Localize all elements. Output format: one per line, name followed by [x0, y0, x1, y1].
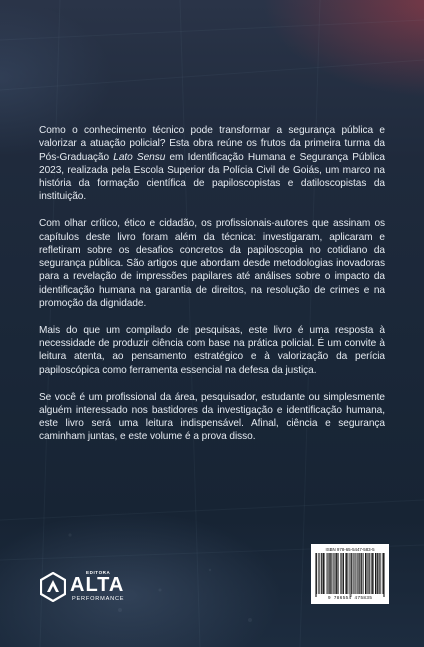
barcode-bar [357, 553, 358, 594]
barcode-bar [361, 553, 362, 594]
blurb-text: Se você é um profissional da área, pesquisador, estudante ou simplesmente alguém interessado nos bastidores da investigação e identificação humana, este livro será uma leitura indispensável. Afinal, ciência e segurança caminham juntas, e este volume é a prova disso. [39, 391, 385, 443]
barcode-bar [316, 553, 317, 597]
barcode-bar [332, 553, 333, 594]
barcode-bar [343, 553, 344, 594]
barcode-bar [346, 553, 347, 594]
barcode-bar [367, 553, 368, 594]
blurb-paragraph [39, 324, 385, 377]
barcode-bar [342, 553, 343, 594]
barcode-bar [383, 553, 384, 597]
barcode-bar [375, 553, 376, 594]
barcode-bar [345, 553, 346, 594]
barcode-bar [354, 553, 355, 594]
barcode-bar [380, 553, 381, 594]
barcode-bar [328, 553, 329, 594]
barcode-bar [324, 553, 325, 594]
blurb-emphasis: Lato Sensu [113, 151, 166, 163]
barcode-bar [338, 553, 339, 594]
barcode-bar [322, 553, 323, 594]
barcode-bars [315, 553, 385, 597]
publisher-editora-label: EDITORA [86, 570, 111, 575]
barcode-bar [359, 553, 360, 594]
barcode-bar [335, 553, 336, 594]
barcode-bar [315, 553, 316, 597]
publisher-imprint: PERFORMANCE [72, 596, 125, 602]
barcode-bar [340, 553, 341, 594]
barcode-bar [383, 553, 384, 594]
barcode-bar [376, 553, 377, 594]
barcode-bar [377, 553, 378, 594]
barcode-bar [351, 553, 352, 597]
publisher-logo [40, 569, 140, 607]
barcode-bar [372, 553, 373, 594]
barcode-bar [379, 553, 380, 594]
barcode-bar [378, 553, 379, 594]
barcode-bar [382, 553, 383, 594]
barcode-bar [368, 553, 369, 594]
barcode-bar [384, 553, 385, 597]
barcode-bar [370, 553, 371, 594]
barcode-bar [327, 553, 328, 594]
barcode-bar [369, 553, 370, 594]
isbn-barcode [311, 544, 389, 604]
barcode-bar [330, 553, 331, 594]
barcode-bar [350, 553, 351, 597]
blurb-paragraph [39, 217, 385, 310]
barcode-bar [358, 553, 359, 594]
barcode-bar [319, 553, 320, 594]
barcode-bar [361, 553, 362, 594]
blurb-paragraph [39, 124, 385, 204]
barcode-bar [365, 553, 366, 594]
barcode-bar [347, 553, 348, 594]
isbn-digits: 9 786554 475835 [327, 596, 373, 601]
blurb-paragraph [39, 391, 385, 444]
barcode-bar [349, 553, 350, 594]
barcode-bar [362, 553, 363, 594]
publisher-name: ALTA [70, 574, 125, 596]
barcode-bar [366, 553, 367, 594]
barcode-bar [317, 553, 318, 594]
barcode-bar [323, 553, 324, 594]
barcode-bar [373, 553, 374, 594]
blurb-text: Como o conhecimento técnico pode transformar a segurança pública e valorizar a atuação policial? Esta obra reúne os frutos da primeira turma da Pós-Graduação [39, 125, 385, 163]
barcode-bar [330, 553, 331, 594]
blurb-text: em Identificação Humana e Segurança Pública 2023, realizada pela Escola Superior da Polícia Civil de Goiás, um marco na história da formação científica de papiloscopistas e datiloscopistas da instituição. [39, 151, 385, 203]
barcode-bar [318, 553, 319, 594]
barcode-bar [372, 553, 373, 594]
barcode-bar [327, 553, 328, 594]
barcode-bar [352, 553, 353, 594]
barcode-bar [351, 553, 352, 594]
barcode-bar [337, 553, 338, 594]
barcode-bar [336, 553, 337, 594]
barcode-bar [360, 553, 361, 594]
barcode-bar [343, 553, 344, 594]
barcode-bar [329, 553, 330, 594]
barcode-bar [337, 553, 338, 594]
barcode-bar [321, 553, 322, 594]
barcode-bar [379, 553, 380, 594]
barcode-bar [341, 553, 342, 594]
blurb-text: Com olhar crítico, ético e cidadão, os profissionais-autores que assinam os capítulos deste livro foram além da técnica: investigaram, aplicaram e refletiram sobre os desafios concretos da papiloscopia no cotidiano da segurança pública. São artigos que abordam desde metodologias inovadoras para a revelação de impressões papilares até análises sobre o impacto da identificação humana na garantia de direitos, na resolução de crimes e na promoção da dignidade. [39, 218, 385, 310]
barcode-bar [323, 553, 324, 594]
blurb-text: Mais do que um compilado de pesquisas, este livro é uma resposta à necessidade de produzir ciência com base na prática policial. É um convite à leitura atenta, ao pensamento estratégico e à valorização da perícia papiloscópica como ferramenta essencial na defesa da justiça. [39, 324, 385, 376]
barcode-bar [371, 553, 372, 594]
barcode-bar [357, 553, 358, 594]
barcode-bar [334, 553, 335, 594]
barcode-bar [363, 553, 364, 594]
alta-logo-icon [40, 572, 66, 602]
barcode-bar [355, 553, 356, 594]
barcode-bar [333, 553, 334, 594]
isbn-label: ISBN 978-65-5447-583-5 [325, 547, 375, 552]
back-cover-blurb [39, 124, 385, 457]
barcode-bar [366, 553, 367, 594]
barcode-bar [377, 553, 378, 594]
barcode-bar [321, 553, 322, 594]
barcode-bar [347, 553, 348, 594]
barcode-bar [353, 553, 354, 594]
barcode-bar [331, 553, 332, 594]
